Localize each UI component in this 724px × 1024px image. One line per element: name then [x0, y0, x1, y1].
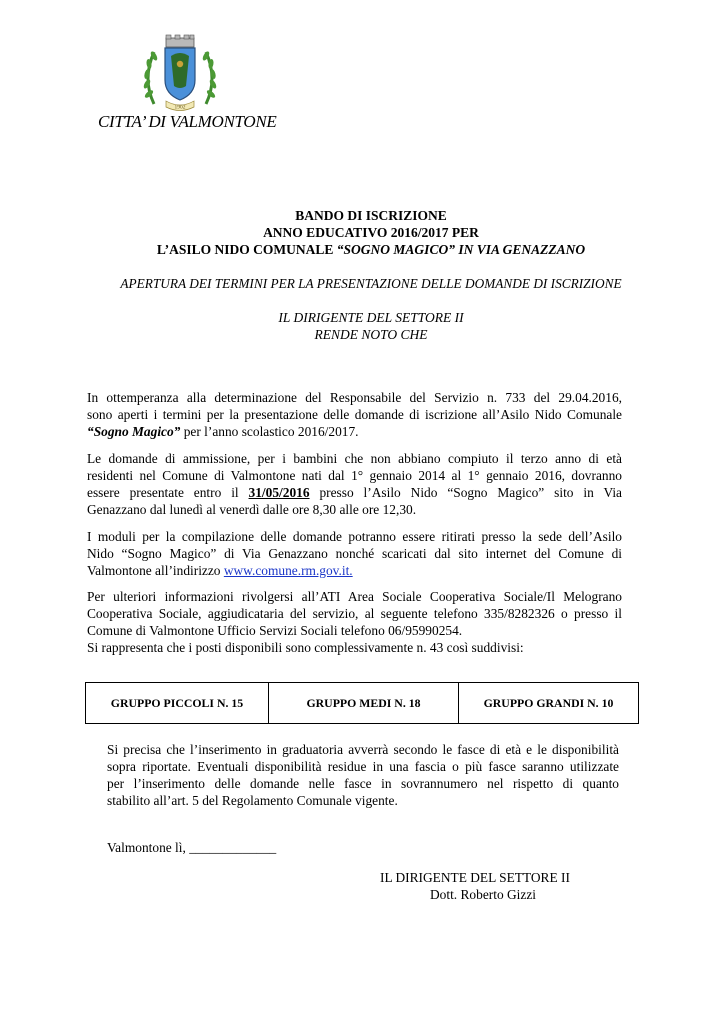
title-line-2: ANNO EDUCATIVO 2016/2017 PER [263, 225, 479, 240]
p4-line-2: Cooperativa Sociale, aggiudicataria del servizio, al seguente telefono 335/8282326 o presso il [87, 606, 622, 621]
note-line-3: per l’inserimento delle domande nelle fasce in sovrannumero nel rispetto di quanto [107, 776, 619, 791]
paragraph-forms [87, 528, 622, 579]
group-cell-small: GRUPPO PICCOLI N. 15 [110, 695, 244, 710]
p1-line-1: In ottemperanza alla determinazione del Responsabile del Servizio n. 733 del 29.04.2016, [87, 390, 622, 405]
group-cell-large: GRUPPO GRANDI N. 10 [458, 683, 638, 723]
p2-line-3-b: presso l’Asilo Nido “Sogno Magico” sito in Via [309, 485, 622, 500]
p4-line-1: Per ulteriori informazioni rivolgersi all’ATI Area Sociale Cooperativa Sociale/Il Melograno [87, 589, 622, 604]
city-crest-logo [140, 34, 220, 114]
groups-table [85, 682, 639, 724]
city-name: CITTA’ DI VALMONTONE [98, 112, 277, 131]
p2-line-4: Genazzano dal lunedì al venerdì dalle ore 8,30 alle ore 12,30. [87, 502, 417, 517]
p2-line-3-a: essere presentate entro il [87, 485, 249, 500]
p1-line-3 [87, 423, 622, 440]
title-line-3-italic: “SOGNO MAGICO” IN VIA GENAZZANO [336, 242, 586, 257]
p2-line-1: Le domande di ammissione, per i bambini che non abbiano compiuto il terzo anno di età [87, 451, 622, 466]
title-line-3-prefix: L’ASILO NIDO COMUNALE [156, 242, 337, 257]
paragraph-ranking-note [107, 741, 619, 809]
p3-line-1: I moduli per la compilazione delle domande potranno essere ritirati presso la sede dell’Asilo [87, 529, 622, 544]
paragraph-admission [87, 450, 622, 518]
signature-name: Dott. Roberto Gizzi [430, 887, 536, 902]
p4-line-4: Si rappresenta che i posti disponibili sono complessivamente n. 43 così suddivisi: [87, 640, 524, 655]
deadline-date: 31/05/2016 [248, 485, 310, 500]
note-line-1: Si precisa che l’inserimento in graduatoria avverrà secondo le fasce di età e le disponibilità [107, 742, 619, 757]
website-link[interactable]: www.comune.rm.gov.it. [223, 563, 353, 578]
authority-line-1: IL DIRIGENTE DEL SETTORE II [278, 310, 464, 325]
p2-line-2: residenti nel Comune di Valmontone nati dal 1° gennaio 2014 al 1° gennaio 2016, dovranno [87, 468, 622, 483]
p3-line-3 [87, 562, 622, 579]
authority-line-2: RENDE NOTO CHE [314, 327, 428, 342]
p2-line-3 [87, 484, 622, 501]
p3-line-3-text: Valmontone all’indirizzo [87, 563, 224, 578]
note-line-2: sopra riportate. Eventuali disponibilità residue in una fascia o più fasce saranno utilizzate [107, 759, 619, 774]
title-line-3 [60, 242, 682, 258]
subtitle: APERTURA DEI TERMINI PER LA PRESENTAZIONE DELLE DOMANDE DI ISCRIZIONE [120, 276, 622, 291]
p1-line-2: sono aperti i termini per la presentazione delle domande di iscrizione all’Asilo Nido Comunale [87, 407, 622, 422]
note-line-4: stabilito all’art. 5 del Regolamento Comunale vigente. [107, 793, 398, 808]
group-cell-medium: GRUPPO MEDI N. 18 [268, 683, 458, 723]
p4-line-3: Comune di Valmontone Ufficio Servizi Sociali telefono 06/95990254. [87, 623, 463, 638]
crest-banner-year: 1902 [174, 104, 186, 111]
p3-line-2: Nido “Sogno Magico” di Via Genazzano nonché scaricati dal sito internet del Comune di [87, 546, 622, 561]
signature-title: IL DIRIGENTE DEL SETTORE II [380, 870, 570, 885]
p1-italic-name: “Sogno Magico” [87, 424, 181, 439]
p1-line-3-rest: per l’anno scolastico 2016/2017. [180, 424, 359, 439]
place-date: Valmontone lì, _____________ [107, 840, 277, 855]
paragraph-info [87, 588, 622, 656]
title-line-1: BANDO DI ISCRIZIONE [295, 208, 447, 223]
paragraph-determination [87, 389, 622, 440]
